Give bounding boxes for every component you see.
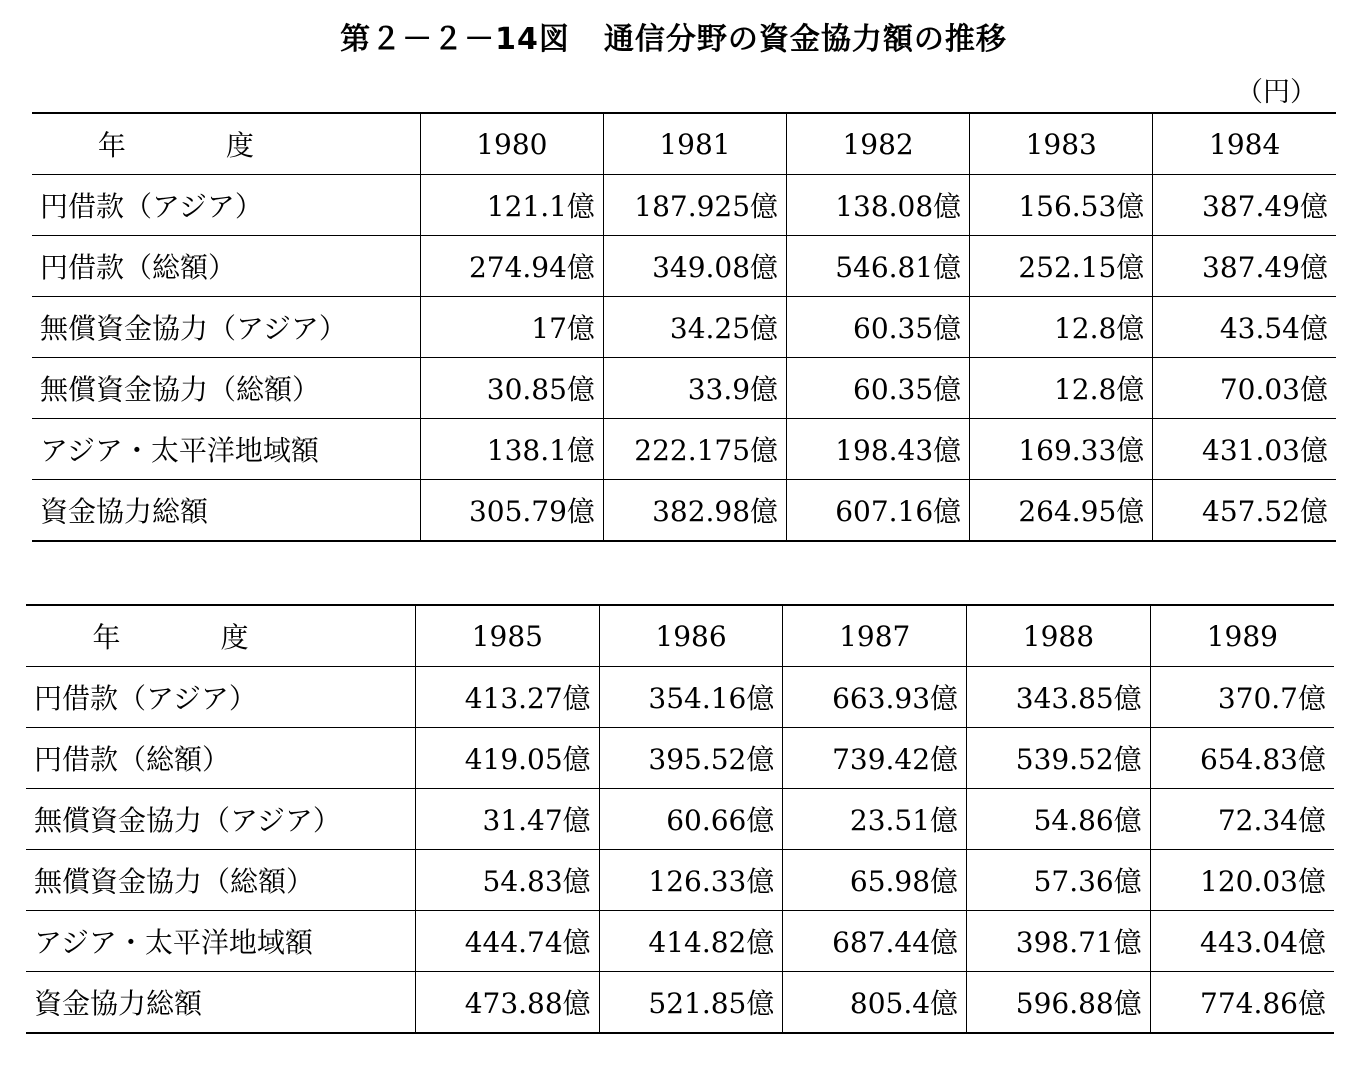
year-header: 1981 xyxy=(603,113,786,175)
row-label: 円借款（アジア） xyxy=(32,175,420,236)
header-label: 年度 xyxy=(32,113,420,175)
table-row xyxy=(32,480,1336,542)
value-cell: 370.7億 xyxy=(1150,667,1334,728)
value-cell: 70.03億 xyxy=(1153,358,1336,419)
table-row xyxy=(32,358,1336,419)
table-row xyxy=(26,911,1334,972)
value-cell: 305.79億 xyxy=(420,480,603,542)
value-cell: 444.74億 xyxy=(415,911,599,972)
value-cell: 54.83億 xyxy=(415,850,599,911)
row-label: 円借款（アジア） xyxy=(26,667,415,728)
value-cell: 521.85億 xyxy=(599,972,783,1034)
value-cell: 687.44億 xyxy=(783,911,967,972)
value-cell: 12.8億 xyxy=(970,297,1153,358)
value-cell: 169.33億 xyxy=(970,419,1153,480)
value-cell: 72.34億 xyxy=(1150,789,1334,850)
table-row xyxy=(32,419,1336,480)
value-cell: 654.83億 xyxy=(1150,728,1334,789)
value-cell: 457.52億 xyxy=(1153,480,1336,542)
value-cell: 54.86億 xyxy=(967,789,1151,850)
value-cell: 387.49億 xyxy=(1153,175,1336,236)
year-header: 1982 xyxy=(787,113,970,175)
value-cell: 126.33億 xyxy=(599,850,783,911)
row-label: 円借款（総額） xyxy=(26,728,415,789)
value-cell: 12.8億 xyxy=(970,358,1153,419)
table-header-row xyxy=(32,113,1336,175)
table-row xyxy=(26,667,1334,728)
row-label: 資金協力総額 xyxy=(26,972,415,1034)
row-label: アジア・太平洋地域額 xyxy=(26,911,415,972)
value-cell: 382.98億 xyxy=(603,480,786,542)
value-cell: 17億 xyxy=(420,297,603,358)
value-cell: 663.93億 xyxy=(783,667,967,728)
value-cell: 274.94億 xyxy=(420,236,603,297)
table-row xyxy=(26,972,1334,1034)
table-row xyxy=(26,789,1334,850)
row-label: アジア・太平洋地域額 xyxy=(32,419,420,480)
year-header: 1986 xyxy=(599,605,783,667)
value-cell: 398.71億 xyxy=(967,911,1151,972)
year-header: 1983 xyxy=(970,113,1153,175)
value-cell: 419.05億 xyxy=(415,728,599,789)
year-header: 1989 xyxy=(1150,605,1334,667)
row-label: 無償資金協力（総額） xyxy=(26,850,415,911)
value-cell: 473.88億 xyxy=(415,972,599,1034)
figure-title: 通信分野の資金協力額の推移 xyxy=(603,22,1007,57)
value-cell: 34.25億 xyxy=(603,297,786,358)
value-cell: 607.16億 xyxy=(787,480,970,542)
value-cell: 30.85億 xyxy=(420,358,603,419)
value-cell: 395.52億 xyxy=(599,728,783,789)
year-header: 1987 xyxy=(783,605,967,667)
value-cell: 739.42億 xyxy=(783,728,967,789)
figure-number: 第２－２－14図 xyxy=(340,22,570,57)
value-cell: 23.51億 xyxy=(783,789,967,850)
value-cell: 546.81億 xyxy=(787,236,970,297)
value-cell: 43.54億 xyxy=(1153,297,1336,358)
row-label: 無償資金協力（アジア） xyxy=(26,789,415,850)
value-cell: 354.16億 xyxy=(599,667,783,728)
value-cell: 343.85億 xyxy=(967,667,1151,728)
value-cell: 431.03億 xyxy=(1153,419,1336,480)
value-cell: 156.53億 xyxy=(970,175,1153,236)
value-cell: 138.08億 xyxy=(787,175,970,236)
page-title xyxy=(0,14,1347,58)
value-cell: 121.1億 xyxy=(420,175,603,236)
value-cell: 33.9億 xyxy=(603,358,786,419)
table-row xyxy=(26,728,1334,789)
table-header-row xyxy=(26,605,1334,667)
value-cell: 774.86億 xyxy=(1150,972,1334,1034)
year-header: 1988 xyxy=(967,605,1151,667)
value-cell: 805.4億 xyxy=(783,972,967,1034)
value-cell: 414.82億 xyxy=(599,911,783,972)
value-cell: 264.95億 xyxy=(970,480,1153,542)
value-cell: 198.43億 xyxy=(787,419,970,480)
value-cell: 187.925億 xyxy=(603,175,786,236)
value-cell: 596.88億 xyxy=(967,972,1151,1034)
value-cell: 413.27億 xyxy=(415,667,599,728)
row-label: 無償資金協力（アジア） xyxy=(32,297,420,358)
value-cell: 443.04億 xyxy=(1150,911,1334,972)
year-header: 1980 xyxy=(420,113,603,175)
value-cell: 539.52億 xyxy=(967,728,1151,789)
value-cell: 138.1億 xyxy=(420,419,603,480)
header-label: 年度 xyxy=(26,605,415,667)
table-row xyxy=(32,236,1336,297)
row-label: 無償資金協力（総額） xyxy=(32,358,420,419)
value-cell: 60.66億 xyxy=(599,789,783,850)
table-row xyxy=(32,297,1336,358)
year-header: 1984 xyxy=(1153,113,1336,175)
value-cell: 387.49億 xyxy=(1153,236,1336,297)
value-cell: 60.35億 xyxy=(787,358,970,419)
value-cell: 120.03億 xyxy=(1150,850,1334,911)
value-cell: 65.98億 xyxy=(783,850,967,911)
table-row xyxy=(32,175,1336,236)
value-cell: 57.36億 xyxy=(967,850,1151,911)
table-1985-1989 xyxy=(26,604,1334,1034)
value-cell: 252.15億 xyxy=(970,236,1153,297)
row-label: 円借款（総額） xyxy=(32,236,420,297)
value-cell: 60.35億 xyxy=(787,297,970,358)
table-row xyxy=(26,850,1334,911)
row-label: 資金協力総額 xyxy=(32,480,420,542)
year-header: 1985 xyxy=(415,605,599,667)
value-cell: 31.47億 xyxy=(415,789,599,850)
unit-label: （円） xyxy=(1236,77,1317,108)
value-cell: 349.08億 xyxy=(603,236,786,297)
table-1980-1984 xyxy=(32,112,1336,542)
value-cell: 222.175億 xyxy=(603,419,786,480)
